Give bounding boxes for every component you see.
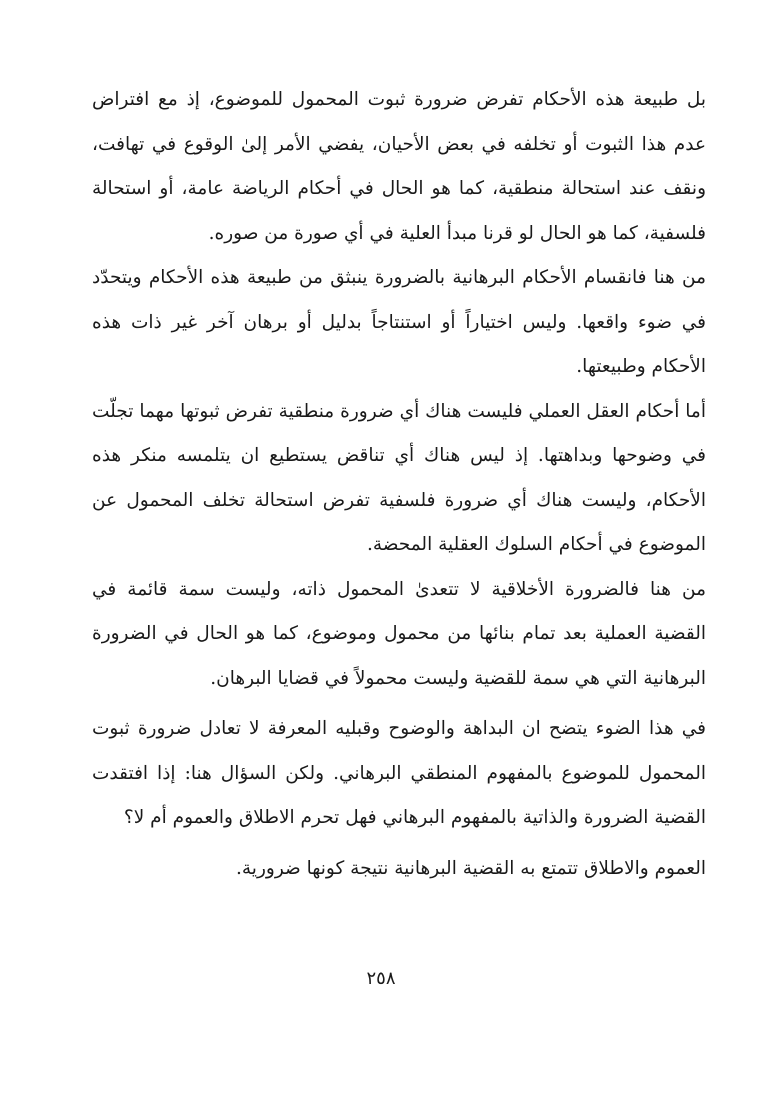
paragraph-2: من هنا فانقسام الأحكام البرهانية بالضرورة ينبثق من طبيعة هذه الأحكام ويتحدّد في ضوء واقعها. وليس اختياراً أو استنتاجاً بدليل أو برهان آخر غير ذات هذه الأحكام وطبيعتها.	[92, 267, 706, 377]
page-body	[92, 78, 706, 1108]
paragraph-4: من هنا فالضرورة الأخلاقية لا تتعدىٰ المحمول ذاته، وليست سمة قائمة في القضية العملية بعد تمام بنائها من محمول وموضوع، كما هو الحال في الضرورة البرهانية التي هي سمة للقضية وليست محمولاً في قضايا البرهان.	[92, 578, 706, 689]
paragraph-6: العموم والاطلاق تتمتع به القضية البرهانية نتيجة كونها ضرورية.	[236, 857, 706, 879]
paragraph-3: أما أحكام العقل العملي فليست هناك أي ضرورة منطقية تفرض ثبوتها مهما تجلّت في وضوحها وبداهتها. إذ ليس هناك أي تناقض يستطيع ان يتلمسه منكر هذه الأحكام، وليست هناك أي ضرورة فلسفية تفرض استحالة تخلف المحمول عن الموضوع في أحكام السلوك العقلية المحضة.	[92, 400, 706, 555]
paragraph-1: بل طبيعة هذه الأحكام تفرض ضرورة ثبوت المحمول للموضوع، إذ مع افتراض عدم هذا الثبوت أو تخلفه في بعض الأحيان، يفضي الأمر إلىٰ الوقوع في تهافت، ونقف عند استحالة منطقية، كما هو الحال في أحكام الرياضة عامة، أو استحالة فلسفية، كما هو الحال لو قرنا مبدأ العلية في أي صورة من صوره.	[92, 89, 706, 244]
paragraph-5: في هذا الضوء يتضح ان البداهة والوضوح وقبليه المعرفة لا تعادل ضرورة ثبوت المحمول للموضوع بالمفهوم المنطقي البرهاني. ولكن السؤال هنا: إذا افتقدت القضية الضرورة والذاتية بالمفهوم البرهاني فهل تحرم الاطلاق والعموم أم لا؟	[92, 718, 706, 828]
page-number: ٢٥٨	[366, 968, 396, 989]
